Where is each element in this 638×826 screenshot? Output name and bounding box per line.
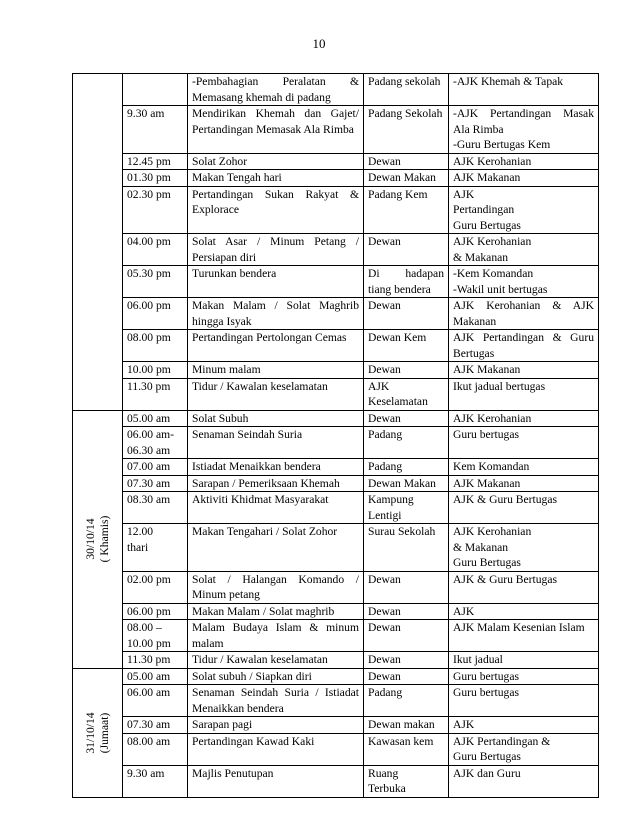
table-row [73, 153, 599, 170]
time-cell: 11.30 pm [123, 652, 188, 669]
activity-cell: Pertandingan Sukan Rakyat & Explorace [188, 186, 364, 234]
place-cell: Padang Sekolah [364, 106, 449, 154]
place-cell: Dewan makan [364, 717, 449, 734]
responsible-cell: AJK Malam Kesenian Islam [449, 620, 599, 652]
activity-cell: Malam Budaya Islam & minum malam [188, 620, 364, 652]
place-cell: Dewan [364, 603, 449, 620]
place-cell: Ruang Terbuka [364, 765, 449, 797]
day-cell [73, 74, 123, 411]
activity-cell: Makan Tengahari / Solat Zohor [188, 524, 364, 572]
day-label [84, 712, 112, 753]
activity-cell: Solat Zohor [188, 153, 364, 170]
place-cell: Padang sekolah [364, 74, 449, 106]
activity-cell: Majlis Penutupan [188, 765, 364, 797]
table-row [73, 410, 599, 427]
activity-cell: Pertandingan Pertolongan Cemas [188, 330, 364, 362]
activity-cell: Senaman Seindah Suria / Istiadat Menaikkan bendera [188, 685, 364, 717]
table-row [73, 652, 599, 669]
activity-cell: Tidur / Kawalan keselamatan [188, 378, 364, 410]
activity-cell: Makan Malam / Solat Maghrib hingga Isyak [188, 298, 364, 330]
place-cell: Dewan [364, 668, 449, 685]
table-row [73, 234, 599, 266]
time-cell: 9.30 am [123, 765, 188, 797]
table-row [73, 492, 599, 524]
activity-cell: Solat Subuh [188, 410, 364, 427]
activity-cell: Solat subuh / Siapkan diri [188, 668, 364, 685]
table-row [73, 106, 599, 154]
responsible-cell: AJK & Guru Bertugas [449, 571, 599, 603]
time-cell: 08.00 pm [123, 330, 188, 362]
responsible-cell: AJK Pertandingan Guru Bertugas [449, 186, 599, 234]
table-row [73, 186, 599, 234]
time-cell: 06.00 am [123, 685, 188, 717]
day-label [84, 516, 112, 563]
time-cell: 08.00 – 10.00 pm [123, 620, 188, 652]
place-cell: Padang Kem [364, 186, 449, 234]
place-cell: Dewan [364, 153, 449, 170]
time-cell: 9.30 am [123, 106, 188, 154]
time-cell: 08.00 am [123, 733, 188, 765]
table-row [73, 571, 599, 603]
place-cell: Padang [364, 685, 449, 717]
responsible-cell: Ikut jadual [449, 652, 599, 669]
time-cell: 08.30 am [123, 492, 188, 524]
time-cell: 07.00 am [123, 459, 188, 476]
place-cell: Dewan Makan [364, 475, 449, 492]
responsible-cell: -Kem Komandan -Wakil unit bertugas [449, 266, 599, 298]
responsible-cell: AJK Kerohanian & Makanan [449, 234, 599, 266]
place-cell: Dewan [364, 234, 449, 266]
activity-cell: Istiadat Menaikkan bendera [188, 459, 364, 476]
activity-cell: Solat Asar / Minum Petang / Persiapan diri [188, 234, 364, 266]
place-cell: Padang [364, 427, 449, 459]
place-cell: Kampung Lentigi [364, 492, 449, 524]
place-cell: Dewan Makan [364, 170, 449, 187]
table-row [73, 459, 599, 476]
time-cell: 05.00 am [123, 668, 188, 685]
time-cell: 12.00 thari [123, 524, 188, 572]
time-cell: 12.45 pm [123, 153, 188, 170]
table-row [73, 362, 599, 379]
responsible-cell: -AJK Khemah & Tapak [449, 74, 599, 106]
responsible-cell: AJK Kerohanian & Makanan Guru Bertugas [449, 524, 599, 572]
time-cell: 05.30 pm [123, 266, 188, 298]
table-row [73, 603, 599, 620]
table-row [73, 668, 599, 685]
table-row [73, 733, 599, 765]
place-cell: Surau Sekolah [364, 524, 449, 572]
responsible-cell: AJK [449, 603, 599, 620]
table-row [73, 427, 599, 459]
table-row [73, 620, 599, 652]
schedule-table [72, 73, 599, 798]
place-cell: Di hadapan tiang bendera [364, 266, 449, 298]
activity-cell: Solat / Halangan Komando / Minum petang [188, 571, 364, 603]
responsible-cell: AJK Makanan [449, 170, 599, 187]
time-cell: 06.00 pm [123, 298, 188, 330]
time-cell: 11.30 pm [123, 378, 188, 410]
time-cell [123, 74, 188, 106]
activity-cell: Minum malam [188, 362, 364, 379]
table-row [73, 170, 599, 187]
day-date: 30/10/14 [83, 518, 97, 560]
responsible-cell: -AJK Pertandingan Masak Ala Rimba -Guru Bertugas Kem [449, 106, 599, 154]
time-cell: 02.00 pm [123, 571, 188, 603]
responsible-cell: AJK dan Guru [449, 765, 599, 797]
table-row [73, 74, 599, 106]
place-cell: Dewan [364, 571, 449, 603]
responsible-cell: AJK Kerohanian [449, 410, 599, 427]
responsible-cell: AJK Kerohanian [449, 153, 599, 170]
table-row [73, 685, 599, 717]
responsible-cell: AJK Makanan [449, 362, 599, 379]
activity-cell: Sarapan / Pemeriksaan Khemah [188, 475, 364, 492]
table-row [73, 524, 599, 572]
activity-cell: Turunkan bendera [188, 266, 364, 298]
place-cell: Dewan [364, 652, 449, 669]
place-cell: Dewan [364, 298, 449, 330]
table-row [73, 765, 599, 797]
responsible-cell: Guru bertugas [449, 668, 599, 685]
responsible-cell: AJK & Guru Bertugas [449, 492, 599, 524]
activity-cell: Mendirikan Khemah dan Gajet/ Pertandingan Memasak Ala Rimba [188, 106, 364, 154]
activity-cell: Pertandingan Kawad Kaki [188, 733, 364, 765]
responsible-cell: AJK [449, 717, 599, 734]
responsible-cell: AJK Kerohanian & AJK Makanan [449, 298, 599, 330]
day-cell [73, 668, 123, 797]
activity-cell: Senaman Seindah Suria [188, 427, 364, 459]
time-cell: 04.00 pm [123, 234, 188, 266]
day-weekday: ( Khamis) [97, 515, 111, 563]
day-weekday: (Jumaat) [97, 712, 111, 753]
place-cell: Kawasan kem [364, 733, 449, 765]
table-row [73, 717, 599, 734]
time-cell: 06.00 am- 06.30 am [123, 427, 188, 459]
activity-cell: Aktiviti Khidmat Masyarakat [188, 492, 364, 524]
responsible-cell: Guru bertugas [449, 427, 599, 459]
place-cell: Dewan [364, 410, 449, 427]
place-cell: Padang [364, 459, 449, 476]
place-cell: Dewan [364, 362, 449, 379]
time-cell: 01.30 pm [123, 170, 188, 187]
responsible-cell: AJK Pertandingan & Guru Bertugas [449, 330, 599, 362]
table-row [73, 298, 599, 330]
time-cell: 07.30 am [123, 717, 188, 734]
activity-cell: Makan Tengah hari [188, 170, 364, 187]
table-row [73, 475, 599, 492]
place-cell: Dewan Kem [364, 330, 449, 362]
responsible-cell: AJK Pertandingan & Guru Bertugas [449, 733, 599, 765]
time-cell: 06.00 pm [123, 603, 188, 620]
time-cell: 10.00 pm [123, 362, 188, 379]
table-row [73, 378, 599, 410]
activity-cell: Sarapan pagi [188, 717, 364, 734]
responsible-cell: Kem Komandan [449, 459, 599, 476]
table-row [73, 330, 599, 362]
time-cell: 02.30 pm [123, 186, 188, 234]
place-cell: Dewan [364, 620, 449, 652]
day-date: 31/10/14 [83, 711, 97, 754]
page-number: 10 [312, 36, 326, 51]
place-cell: AJK Keselamatan [364, 378, 449, 410]
responsible-cell: Guru bertugas [449, 685, 599, 717]
time-cell: 07.30 am [123, 475, 188, 492]
activity-cell: -Pembahagian Peralatan & Memasang khemah di padang [188, 74, 364, 106]
table-row [73, 266, 599, 298]
activity-cell: Makan Malam / Solat maghrib [188, 603, 364, 620]
responsible-cell: Ikut jadual bertugas [449, 378, 599, 410]
responsible-cell: AJK Makanan [449, 475, 599, 492]
day-cell [73, 410, 123, 668]
time-cell: 05.00 am [123, 410, 188, 427]
activity-cell: Tidur / Kawalan keselamatan [188, 652, 364, 669]
